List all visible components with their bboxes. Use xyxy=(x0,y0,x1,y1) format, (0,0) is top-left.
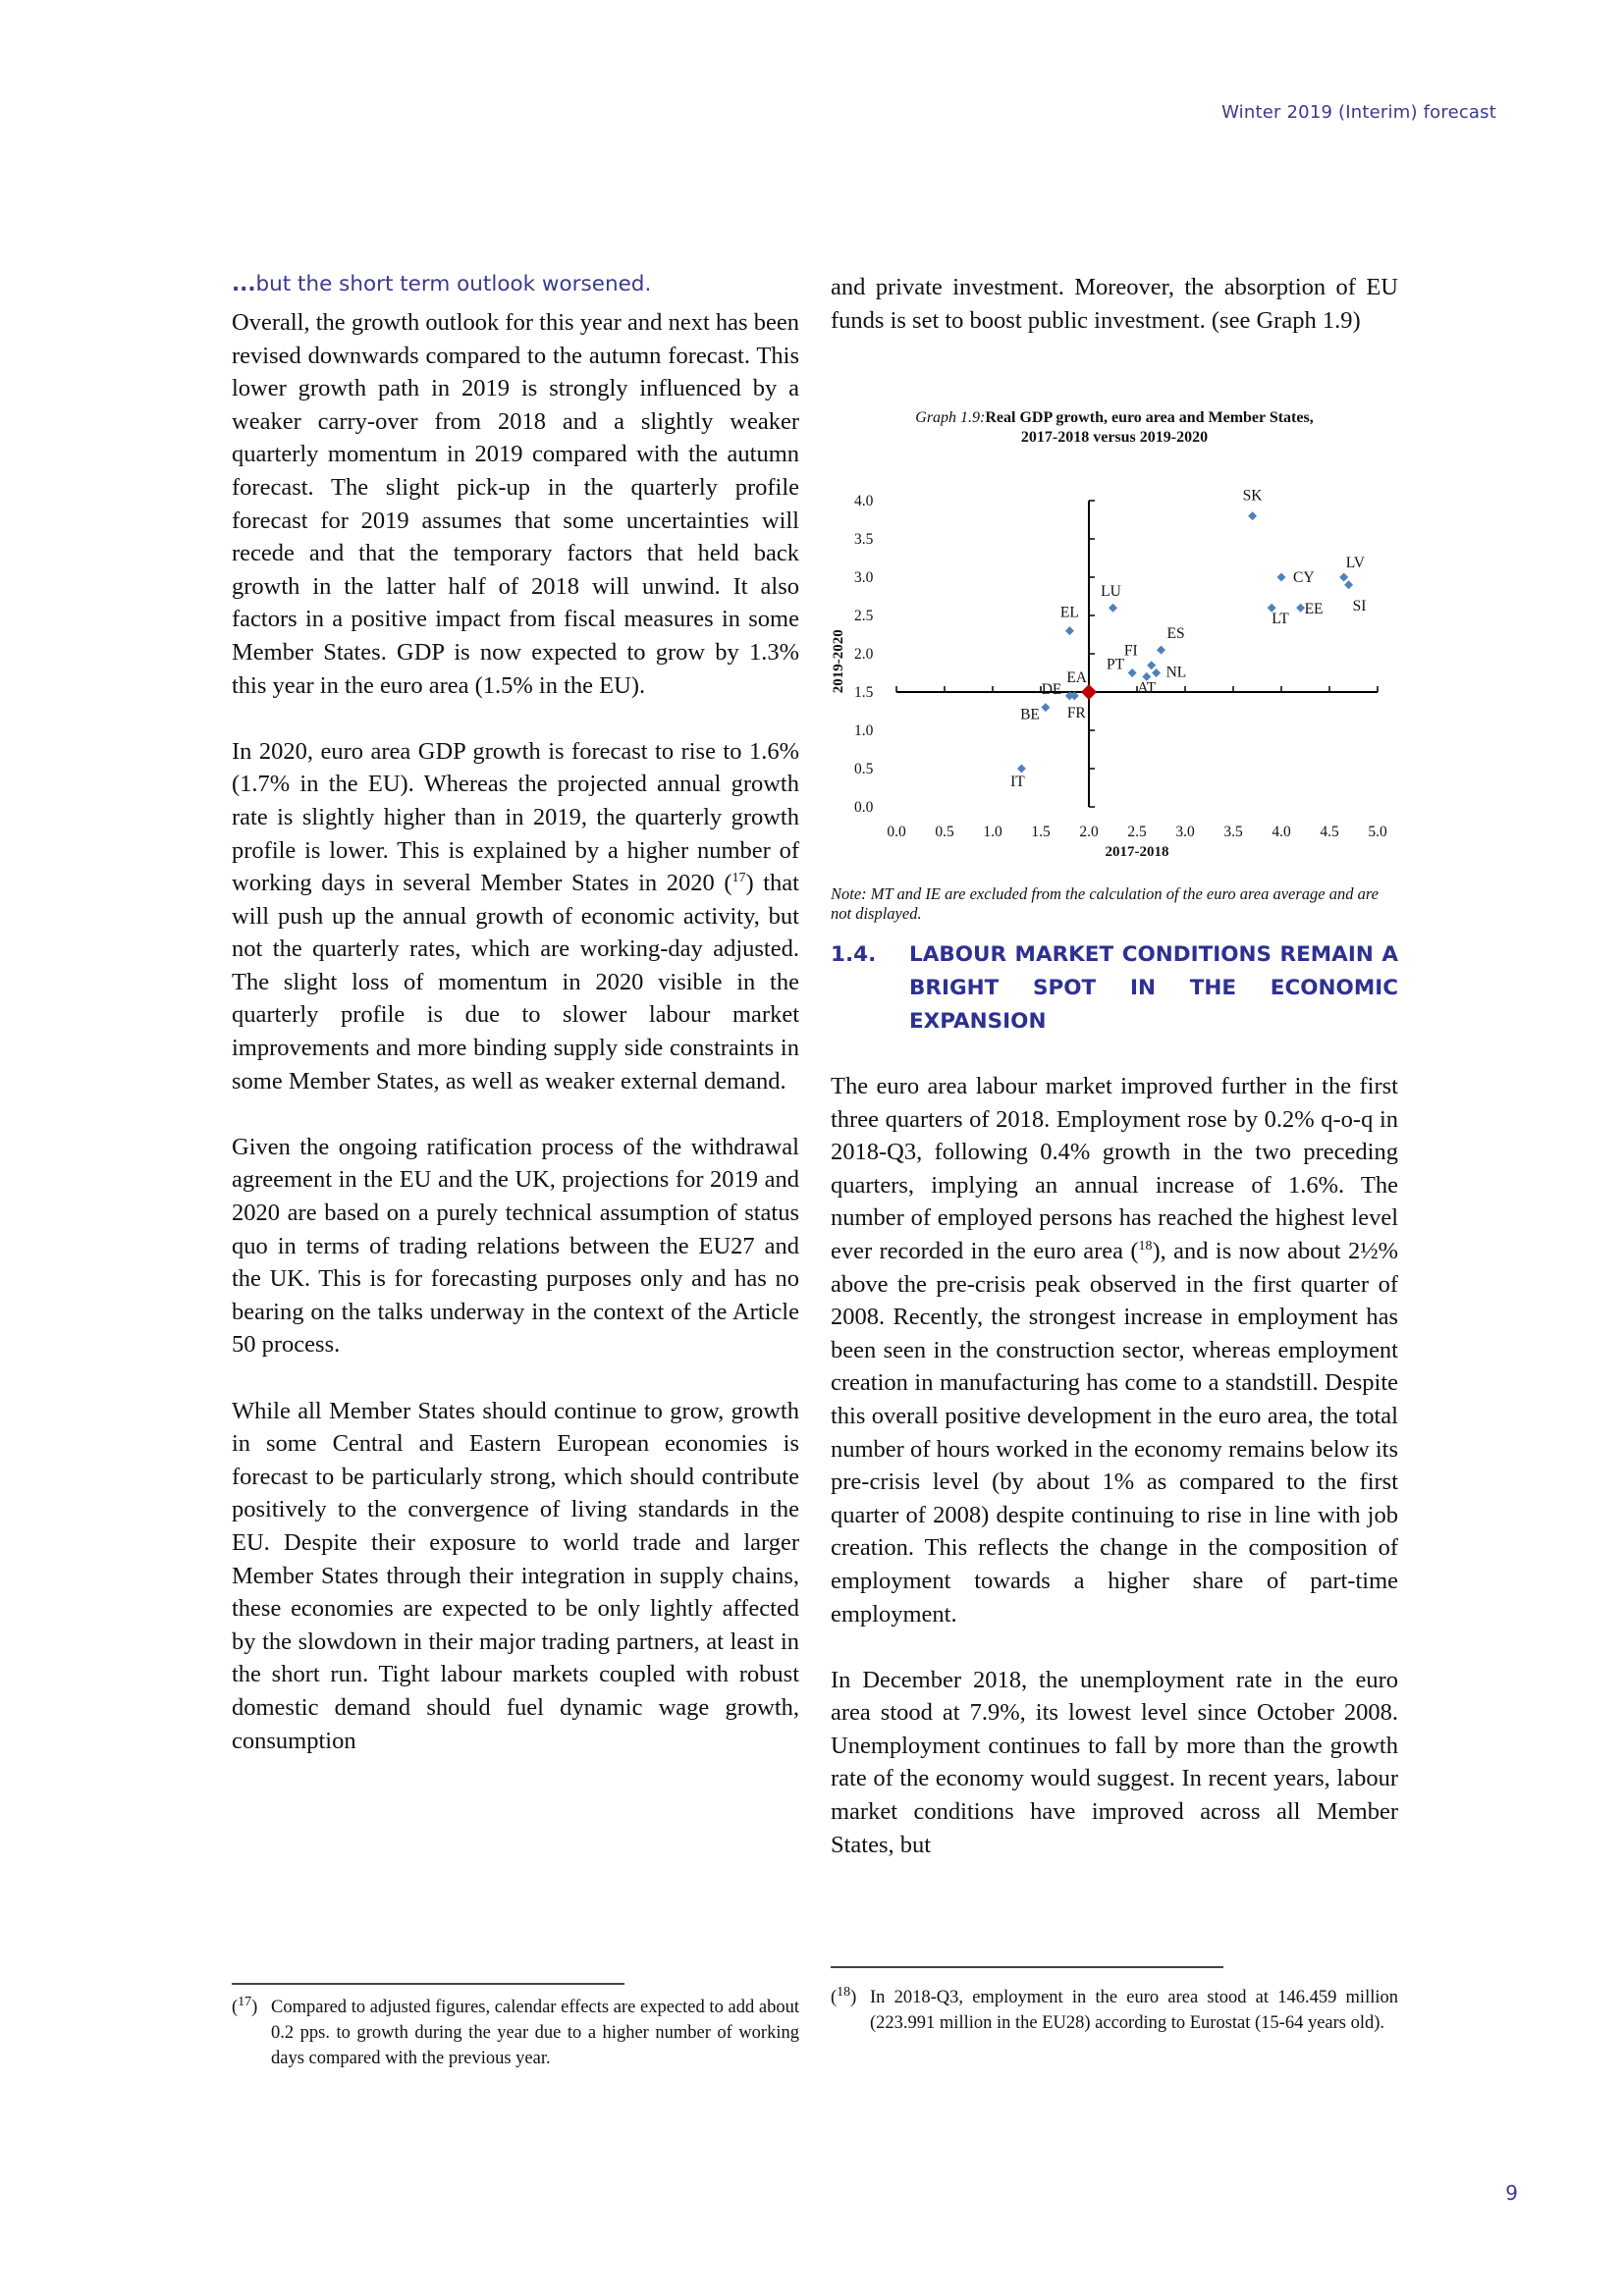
x-tick-label: 0.5 xyxy=(935,824,954,840)
x-tick-label: 1.5 xyxy=(1031,824,1051,840)
left-column xyxy=(232,271,799,1757)
data-point-es xyxy=(1157,646,1165,655)
data-label-es: ES xyxy=(1166,625,1185,643)
y-tick-label: 1.0 xyxy=(854,722,874,739)
data-label-pt: PT xyxy=(1107,656,1125,673)
data-label-at: AT xyxy=(1137,679,1157,697)
graph-title-line1: Real GDP growth, euro area and Member States, xyxy=(985,409,1314,426)
data-point-lv xyxy=(1339,573,1348,582)
y-tick-label: 1.5 xyxy=(854,684,874,701)
y-tick-label: 3.0 xyxy=(854,569,874,586)
paragraph-2020-tail: ) that will push up the annual growth of economic activity, but not the quarterly rates, which are working-day adjusted. The slight loss of momentum in 2020 visible in the quarterly profile is due to slower labour market improvements and more binding supply side constraints in some Member States, as well as weaker external demand. xyxy=(232,870,799,1095)
x-tick-label: 4.0 xyxy=(1272,824,1291,840)
data-label-ea: EA xyxy=(1066,669,1087,686)
x-tick-label: 3.0 xyxy=(1175,824,1195,840)
data-label-lt: LT xyxy=(1272,611,1289,628)
graph-title xyxy=(831,408,1398,448)
data-label-fi: FI xyxy=(1123,642,1138,660)
data-point-fi xyxy=(1147,661,1156,669)
data-label-lu: LU xyxy=(1101,583,1121,601)
side-heading-dots: ... xyxy=(232,272,256,296)
x-axis-title: 2017-2018 xyxy=(1105,844,1169,860)
data-label-it: IT xyxy=(1010,774,1025,790)
data-point-el xyxy=(1065,626,1074,635)
data-point-nl xyxy=(1152,668,1161,677)
data-point-si xyxy=(1344,580,1353,589)
graph-note: Note: MT and IE are excluded from the calculation of the euro area average and are not displayed. xyxy=(831,884,1379,923)
data-point-it xyxy=(1017,765,1026,774)
paragraph-labour-tail: ), and is now about 2½% above the pre-crisis peak observed in the first quarter of 2008. Recently, the strongest increase in employment has been seen in the construction sector, whereas employment creation in manufacturing has come to a standstill. Despite this overall positive development in the euro area, the total number of hours worked in the economy remains below its pre-crisis level (by about 1% as compared to the first quarter of 2008) despite continuing to rise in line with job creation. This reflects the change in the composition of employment towards a higher share of part-time employment. xyxy=(831,1237,1398,1628)
paragraph-2020-text: In 2020, euro area GDP growth is forecast to rise to 1.6% (1.7% in the EU). Whereas the projected annual growth rate is slightly higher than in 2019, the quarterly growth profile is lower. This is explained by a higher number of working days in several Member States in 2020 ( xyxy=(232,737,799,897)
data-point-ea xyxy=(1081,684,1097,700)
page-number: 9 xyxy=(1505,2181,1518,2205)
data-point-sk xyxy=(1248,511,1257,520)
data-point-cy xyxy=(1277,573,1286,582)
x-tick-label: 2.5 xyxy=(1127,824,1147,840)
paragraph-labour xyxy=(831,1070,1398,1630)
x-tick-label: 3.5 xyxy=(1223,824,1243,840)
scatter-chart xyxy=(831,448,1398,880)
x-tick-label: 5.0 xyxy=(1368,824,1387,840)
section-heading xyxy=(831,938,1398,1039)
side-heading-text: but the short term outlook worsened. xyxy=(255,272,652,296)
x-tick-label: 0.0 xyxy=(887,824,906,840)
footnote-rule-left xyxy=(232,1983,624,1985)
data-label-de: DE xyxy=(1041,680,1062,698)
graph-title-line2: 2017-2018 versus 2019-2020 xyxy=(1020,429,1209,446)
footnote-ref-17[interactable]: 17 xyxy=(731,870,746,885)
paragraph-investment: and private investment. Moreover, the absorption of EU funds is set to boost public investment. (see Graph 1.9) xyxy=(831,274,1398,334)
footnote-17-text: Compared to adjusted figures, calendar effects are expected to add about 0.2 pps. to growth during the year due to a higher number of working days compared with the previous year. xyxy=(271,1998,799,2068)
data-label-sk: SK xyxy=(1242,487,1263,505)
paragraph-outlook: Overall, the growth outlook for this year and next has been revised downwards compared to the autumn forecast. This lower growth path in 2019 is strongly influenced by a weaker carry-over from 2018 and a slightly weaker quarterly momentum in 2019 compared with the autumn forecast. The slight pick-up in the quarterly profile forecast for 2019 assumes that some uncertainties will recede and that the temporary factors that held back growth in the latter half of 2018 will unwind. It also factors in a positive impact from fiscal measures in some Member States. GDP is now expected to grow by 1.3% this year in the euro area (1.5% in the EU). xyxy=(232,309,799,699)
y-tick-label: 0.0 xyxy=(854,799,874,816)
paragraph-brexit: Given the ongoing ratification process of the withdrawal agreement in the EU and the UK, projections for 2019 and 2020 are based on a purely technical assumption of status quo in terms of trading relations between the EU27 and the UK. This is for forecasting purposes only and has no bearing on the talks underway in the context of the Article 50 process. xyxy=(232,1133,799,1359)
right-column-top xyxy=(831,271,1398,337)
running-header: Winter 2019 (Interim) forecast xyxy=(1221,102,1496,123)
section-number: 1.4. xyxy=(831,942,877,967)
footnote-18 xyxy=(831,1985,1398,2036)
data-label-cy: CY xyxy=(1293,569,1315,586)
graph-number: Graph 1.9: xyxy=(915,409,986,426)
data-point-be xyxy=(1041,703,1050,712)
y-tick-label: 2.5 xyxy=(854,608,874,624)
data-label-el: EL xyxy=(1059,604,1079,621)
data-label-si: SI xyxy=(1352,597,1367,614)
data-label-be: BE xyxy=(1020,706,1040,723)
right-column-body xyxy=(831,1070,1398,1861)
footnote-18-marker: ($^{18}$) xyxy=(831,1984,857,2007)
y-tick-label: 3.5 xyxy=(854,531,874,548)
data-label-nl: NL xyxy=(1165,664,1187,681)
footnote-17 xyxy=(232,1995,799,2071)
footnote-ref-18[interactable]: 18 xyxy=(1138,1238,1153,1254)
footnote-rule-right xyxy=(831,1966,1223,1968)
x-tick-label: 2.0 xyxy=(1079,824,1099,840)
data-label-lv: LV xyxy=(1345,555,1365,571)
data-label-fr: FR xyxy=(1066,704,1086,721)
y-tick-label: 4.0 xyxy=(854,493,874,509)
footnote-17-marker: ($^{17}$) xyxy=(232,1994,258,2017)
y-axis-title: 2019-2020 xyxy=(831,629,846,694)
right-column-section xyxy=(831,938,1398,1039)
data-label-ee: EE xyxy=(1304,601,1324,618)
section-title: LABOUR MARKET CONDITIONS REMAIN A BRIGHT SPOT IN THE ECONOMIC EXPANSION xyxy=(909,942,1398,1034)
paragraph-labour-text: The euro area labour market improved further in the first three quarters of 2018. Employment rose by 0.2% q-o-q in 2018-Q3, following 0.4% growth in the two preceding quarters, implying an annual increase of 1.6%. The number of employed persons has reached the highest level ever recorded in the euro area ( xyxy=(831,1073,1398,1264)
paragraph-cee: While all Member States should continue to grow, growth in some Central and Eastern European economies is forecast to be particularly strong, which should contribute positively to the convergence of living standards in the EU. Despite their exposure to world trade and larger Member States through their integration in supply chains, these economies are expected to be only lightly affected by the slowdown in their major trading partners, at least in the short run. Tight labour markets coupled with robust domestic demand should fuel dynamic wage growth, consumption xyxy=(232,1397,799,1754)
paragraph-2020 xyxy=(232,735,799,1098)
side-heading xyxy=(232,271,799,298)
y-tick-label: 2.0 xyxy=(854,646,874,663)
data-point-lu xyxy=(1109,604,1117,613)
data-point-pt xyxy=(1128,668,1137,677)
graph-1-9 xyxy=(831,408,1398,924)
x-tick-label: 4.5 xyxy=(1320,824,1339,840)
footnote-18-text: In 2018-Q3, employment in the euro area stood at 146.459 million (223.991 million in the EU28) according to Eurostat (15-64 years old). xyxy=(870,1988,1398,2033)
x-tick-label: 1.0 xyxy=(983,824,1002,840)
paragraph-unemployment: In December 2018, the unemployment rate in the euro area stood at 7.9%, its lowest level since October 2008. Unemployment continues to fall by more than the growth rate of the economy would suggest. In recent years, labour market conditions have improved across all Member States, but xyxy=(831,1666,1398,1858)
y-tick-label: 0.5 xyxy=(854,761,874,777)
